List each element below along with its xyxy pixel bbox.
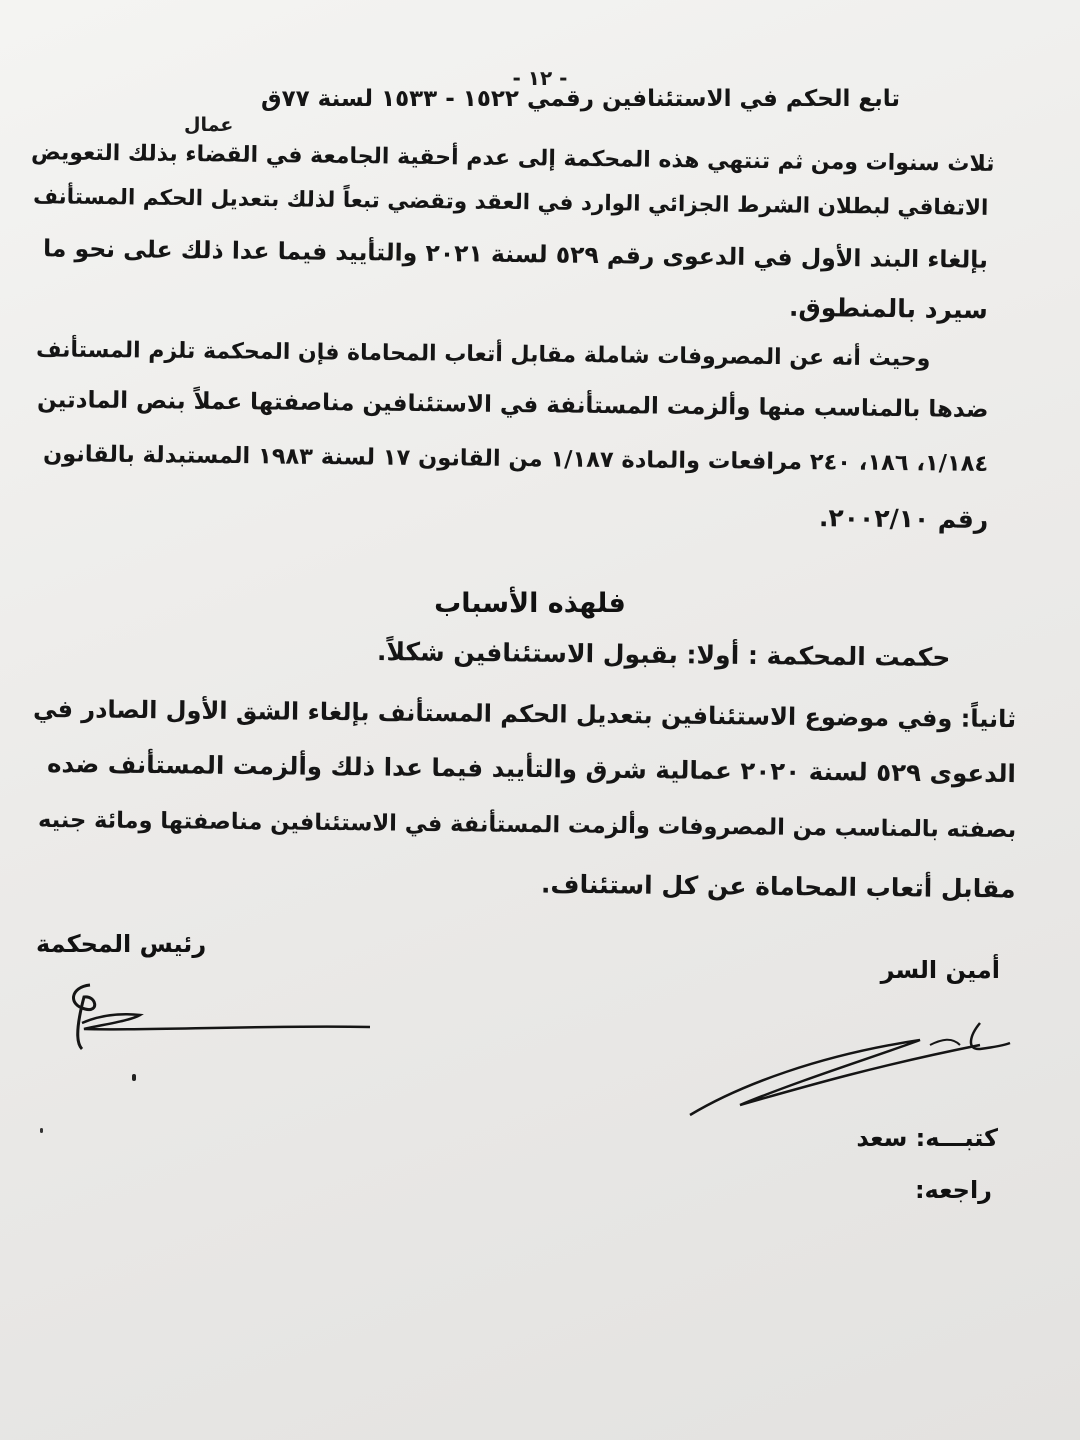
ruling-line: مقابل أتعاب المحاماة عن كل استئناف. xyxy=(541,869,1017,904)
ink-dot xyxy=(40,1128,43,1133)
paragraph-line: سيرد بالمنطوق. xyxy=(788,292,989,325)
department-label: عمال xyxy=(184,114,234,136)
paragraph-line: ثلاث سنوات ومن ثم تنتهي هذه المحكمة إلى عدم أحقية الجامعة في القضاء بذلك التعويض xyxy=(30,140,995,177)
page-number: - ١٢ - xyxy=(512,66,568,90)
document-header: تابع الحكم في الاستئنافين رقمي ١٥٢٢ - ١٥٣٣ لسنة ٧٧ق xyxy=(261,86,900,112)
president-signature-icon xyxy=(60,975,380,1055)
paragraph-line: الاتفاقي لبطلان الشرط الجزائي الوارد في العقد وتقضي تبعاً لذلك بتعديل الحكم المستأنف xyxy=(32,184,989,221)
written-by-label: كتبـــه: سعد xyxy=(856,1124,998,1152)
reviewed-by-label: راجعه: xyxy=(914,1176,992,1204)
ruling-line: حكمت المحكمة : أولا: بقبول الاستئنافين شكلاً. xyxy=(376,636,951,673)
court-president-label: رئيس المحكمة xyxy=(36,930,207,958)
ruling-line: بصفته بالمناسب من المصروفات وألزمت المستأنفة في الاستئنافين مناصفتها ومائة جنيه xyxy=(37,806,1017,844)
secretary-label: أمين السر xyxy=(880,956,1000,984)
paragraph-line: بإلغاء البند الأول في الدعوى رقم ٥٢٩ لسنة ٢٠٢١ والتأييد فيما عدا ذلك على نحو ما xyxy=(42,234,989,274)
paragraph-line: ضدها بالمناسب منها وألزمت المستأنفة في الاستئنافين مناصفتها عملاً بنص المادتين xyxy=(36,387,989,423)
paragraph-line: ١/١٨٤، ١٨٦، ٢٤٠ مرافعات والمادة ١/١٨٧ من القانون ١٧ لسنة ١٩٨٣ المستبدلة بالقانون xyxy=(42,441,989,477)
paragraph-line: رقم ٢٠٠٢/١٠. xyxy=(818,503,989,534)
ruling-line: الدعوى ٥٢٩ لسنة ٢٠٢٠ عمالية شرق والتأييد فيما عدا ذلك وألزمت المستأنف ضده xyxy=(46,748,1017,789)
reasons-heading: فلهذه الأسباب xyxy=(434,588,626,619)
ruling-line: ثانياً: وفي موضوع الاستئنافين بتعديل الحكم المستأنف بإلغاء الشق الأول الصادر في xyxy=(32,694,1017,734)
secretary-signature-icon xyxy=(680,1015,1020,1125)
ink-dot xyxy=(132,1074,136,1081)
paragraph-line: وحيث أنه عن المصروفات شاملة مقابل أتعاب المحاماة فإن المحكمة تلزم المستأنف xyxy=(35,337,931,372)
